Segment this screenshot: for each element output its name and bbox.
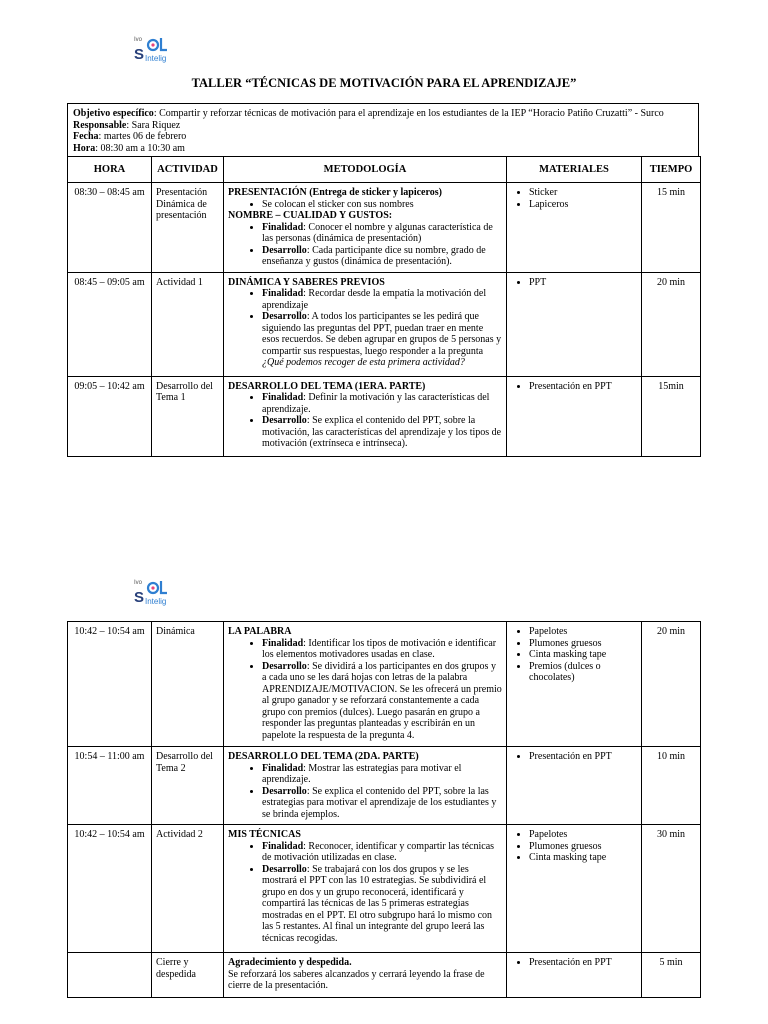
row-materiales (507, 376, 642, 456)
row-metodologia (224, 953, 507, 998)
row-actividad: Actividad 1 (152, 272, 224, 376)
header-actividad: ACTIVIDAD (152, 157, 224, 183)
objetivo-text: : Compartir y reforzar técnicas de motivación para el aprendizaje en los estudiantes de la IEP “Horacio Patiño Cruzatti” - Surco (153, 108, 664, 119)
desarrollo-label: Desarrollo (262, 863, 307, 875)
plan-table-1 (67, 156, 701, 457)
objetivo-line (73, 108, 693, 120)
hora-text: : 08:30 am a 10:30 am (95, 142, 185, 154)
finalidad-item (262, 288, 502, 311)
row-actividad: Desarrollo del Tema 2 (152, 747, 224, 825)
material-item: • Presentación en PPT (529, 751, 637, 763)
finalidad-item (262, 392, 502, 415)
finalidad-label: Finalidad (262, 840, 304, 852)
hora-line (73, 143, 693, 155)
row-hora: 10:42 – 10:54 am (68, 825, 152, 953)
plan-table-2 (67, 621, 701, 998)
responsable-text: : Sara Riquez (126, 119, 181, 131)
header-hora: HORA (68, 157, 152, 183)
row-metodologia (224, 183, 507, 273)
logo-brand: Intelig (145, 54, 167, 63)
pre-bullet: • Se colocan el sticker con sus nombres (262, 199, 502, 211)
desarrollo-label: Desarrollo (262, 660, 307, 672)
row-materiales (507, 953, 642, 998)
table-row (68, 622, 701, 747)
finalidad-label: Finalidad (262, 637, 304, 649)
row-materiales (507, 622, 642, 747)
material-item: • Papelotes (529, 829, 637, 841)
table-row (68, 825, 701, 953)
material-item: • Sticker (529, 187, 637, 199)
header-materiales: MATERIALES (507, 157, 642, 183)
fecha-text: : martes 06 de febrero (98, 131, 187, 142)
desarrollo-label: Desarrollo (262, 785, 307, 797)
finalidad-item (262, 638, 502, 661)
logo-small-text: Ivo (134, 37, 143, 43)
finalidad-text: : Recordar desde la empatía la motivación del aprendizaje (262, 288, 487, 311)
method-title: LA PALABRA (228, 626, 292, 637)
row-hora: 08:30 – 08:45 am (68, 183, 152, 273)
objetivo-label: Objetivo específico (73, 108, 154, 119)
finalidad-item (262, 841, 502, 864)
method-title: MIS TÉCNICAS (228, 829, 301, 840)
responsable-line (73, 120, 693, 132)
logo-letter: S (134, 589, 145, 606)
desarrollo-question: ¿Qué podemos recoger de esta primera actividad? (262, 357, 465, 368)
row-actividad: Dinámica (152, 622, 224, 747)
table-row (68, 376, 701, 456)
row-metodologia (224, 622, 507, 747)
desarrollo-item (262, 786, 502, 821)
row-materiales (507, 825, 642, 953)
logo-brand: Intelig (145, 597, 167, 606)
desarrollo-label: Desarrollo (262, 415, 307, 426)
method-title: DESARROLLO DEL TEMA (2DA. PARTE) (228, 751, 419, 762)
material-item: • Plumones gruesos (529, 638, 637, 650)
desarrollo-text: : Se trabajará con los dos grupos y se les mostrará el PPT con las 10 estrategias. Se subdividirá el grupo en dos y un grupo reconocerá, identificará y compartirá las técnicas de las 5 primeras estrategias mostradas en el PPT. El otro subgrupo hará lo mismo con las 5 restantes. Al final un integrante del grupo leerá las técnicas recogidas. (262, 863, 493, 944)
row-hora: 08:45 – 09:05 am (68, 272, 152, 376)
desarrollo-item (262, 245, 502, 268)
row-materiales (507, 183, 642, 273)
header-metodologia: METODOLOGÍA (224, 157, 507, 183)
row-tiempo: 10 min (642, 747, 701, 825)
method-subtitle: NOMBRE – CUALIDAD Y GUSTOS: (228, 210, 393, 221)
row-actividad: Actividad 2 (152, 825, 224, 953)
hora-label: Hora (73, 142, 96, 154)
logo (134, 37, 184, 65)
row-hora (68, 953, 152, 998)
row-hora: 09:05 – 10:42 am (68, 376, 152, 456)
logo-small-text: Ivo (134, 580, 143, 586)
row-materiales (507, 272, 642, 376)
method-title: DESARROLLO DEL TEMA (1ERA. PARTE) (228, 380, 426, 392)
finalidad-text: : Reconocer, identificar y compartir las técnicas de motivación utilizadas en clase. (262, 840, 495, 863)
finalidad-label: Finalidad (262, 392, 304, 403)
material-item: • Plumones gruesos (529, 841, 637, 853)
material-item: • Papelotes (529, 626, 637, 638)
material-item: • Cinta masking tape (529, 852, 637, 864)
table-header-row (68, 157, 701, 183)
logo-mark-icon (146, 37, 170, 55)
material-item: • Presentación en PPT (529, 957, 637, 969)
responsable-label: Responsable (73, 119, 127, 131)
row-metodologia (224, 272, 507, 376)
finalidad-item (262, 222, 502, 245)
row-tiempo: 30 min (642, 825, 701, 953)
finalidad-text: : Mostrar las estrategias para motivar el aprendizaje. (262, 762, 462, 785)
row-metodologia (224, 825, 507, 953)
material-item: • Presentación en PPT (529, 381, 637, 393)
row-actividad: Cierre y despedida (152, 953, 224, 998)
desarrollo-text: : Cada participante dice su nombre, grado de enseñanza y gustos (dinámica de presentación). (262, 244, 486, 267)
header-tiempo: TIEMPO (642, 157, 701, 183)
row-tiempo: 5 min (642, 953, 701, 998)
method-title: Agradecimiento y despedida. (228, 957, 352, 968)
fecha-label: Fecha (73, 131, 99, 142)
row-tiempo: 20 min (642, 622, 701, 747)
desarrollo-item (262, 661, 502, 742)
table-row (68, 272, 701, 376)
table-row (68, 953, 701, 998)
finalidad-text: : Identificar los tipos de motivación e identificar los elementos motivadores usadas en clase. (262, 637, 497, 660)
table-row (68, 183, 701, 273)
method-body: Se reforzará los saberes alcanzados y cerrará leyendo la frase de cierre de la presentación. (228, 968, 485, 991)
row-tiempo: 15 min (642, 183, 701, 273)
desarrollo-item (262, 311, 502, 369)
desarrollo-text: : Se explica el contenido del PPT, sobre la las estrategias para motivar el aprendizaje de los estudiantes y se brinda ejemplos. (262, 785, 497, 820)
logo-mark-icon (146, 580, 170, 598)
row-hora: 10:54 – 11:00 am (68, 747, 152, 825)
row-actividad: Presentación Dinámica de presentación (152, 183, 224, 273)
fecha-line (73, 131, 693, 143)
finalidad-text: : Conocer el nombre y algunas característica de las personas (dinámica de presentación) (262, 221, 493, 244)
row-tiempo: 15min (642, 376, 701, 456)
row-hora: 10:42 – 10:54 am (68, 622, 152, 747)
desarrollo-item (262, 415, 502, 450)
logo (134, 580, 184, 608)
material-item: • PPT (529, 277, 637, 289)
row-tiempo: 20 min (642, 272, 701, 376)
method-title: DINÁMICA Y SABERES PREVIOS (228, 276, 385, 288)
desarrollo-text: : Se explica el contenido del PPT, sobre la motivación, las características del aprendizaje y los tipos de motivación (extrínseca e intrínseca). (262, 415, 502, 449)
desarrollo-text: : Se dividirá a los participantes en dos grupos y a cada uno se les dará hojas con letras de la palabra APRENDIZAJE/MOTIVACION. Se les ofrecerá un premio al grupo ganador y se reforzará constantemente a cada grupo con premios (dulces). Luego pasarán en grupo a responder las preguntas planteadas y escribirán en un papelote la respuesta de la pregunta 4. (262, 660, 502, 741)
desarrollo-text: : A todos los participantes se les pedirá que siguiendo las preguntas del PPT, puedan traer en mente esos recuerdos. Se deben agrupar en grupos de 5 personas y compartir sus respuestas, luego responder a la pregunta (262, 311, 502, 357)
table-row (68, 747, 701, 825)
row-materiales (507, 747, 642, 825)
finalidad-item (262, 763, 502, 786)
method-title: PRESENTACIÓN (Entrega de sticker y lapiceros) (228, 187, 442, 198)
logo-letter: S (134, 46, 145, 63)
finalidad-text: : Definir la motivación y las características del aprendizaje. (262, 392, 490, 415)
desarrollo-item (262, 864, 502, 945)
finalidad-label: Finalidad (262, 762, 304, 774)
material-item: • Cinta masking tape (529, 649, 637, 661)
row-metodologia (224, 376, 507, 456)
desarrollo-label: Desarrollo (262, 244, 307, 256)
material-item: • Premios (dulces o chocolates) (529, 661, 637, 684)
desarrollo-label: Desarrollo (262, 311, 307, 322)
material-item: • Lapiceros (529, 199, 637, 211)
info-box (67, 103, 699, 156)
row-actividad: Desarrollo del Tema 1 (152, 376, 224, 456)
finalidad-label: Finalidad (262, 221, 304, 233)
finalidad-label: Finalidad (262, 288, 304, 299)
page-title: TALLER “TÉCNICAS DE MOTIVACIÓN PARA EL APRENDIZAJE” (191, 76, 577, 90)
row-metodologia (224, 747, 507, 825)
